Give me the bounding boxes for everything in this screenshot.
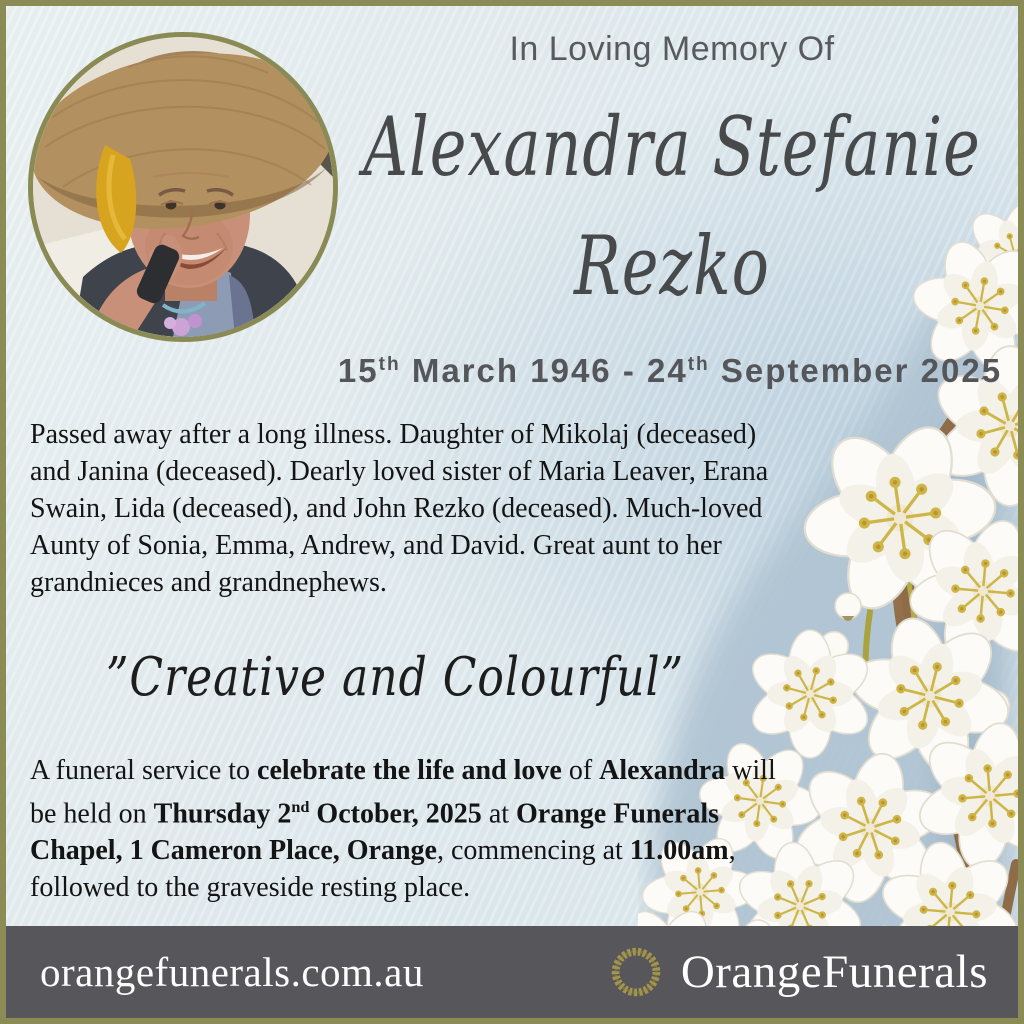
portrait-photo (28, 32, 338, 342)
laurel-wreath-icon (605, 941, 667, 1003)
deceased-name-line2: Rezko (574, 217, 770, 314)
service-details: A funeral service to celebrate the life and love of Alexandra will be held on Thursday 2nd October, 2025 at Orange Funerals Chapel, 1 Cameron Place, Orange, commencing at 11.00am, followed to the graveside resting place. (30, 755, 776, 904)
epitaph-quote: ”Creative and Colourful” (105, 646, 685, 709)
footer-website-url: orangefunerals.com.au (40, 949, 424, 995)
obituary-text: Passed away after a long illness. Daughter of Mikolaj (deceased) and Janina (deceased). Dearly loved sister of Maria Leaver, Erana Swain, Lida (deceased), and John Rezko (deceased). Much-loved Aunty of Sonia, Emma, Andrew, and David. Great aunt to her grandnieces and grandnephews. (30, 419, 769, 598)
life-dates: 15th March 1946 - 24th September 2025 (337, 352, 1003, 389)
portrait-photo-icon (33, 37, 333, 337)
deceased-name-line1: Alexandra Stefanie (363, 98, 981, 195)
memorial-header: In Loving Memory Of (509, 30, 835, 68)
deceased-name (336, 88, 1008, 326)
footer-bar (6, 926, 1018, 1018)
footer-brand-name: OrangeFunerals (680, 946, 988, 998)
